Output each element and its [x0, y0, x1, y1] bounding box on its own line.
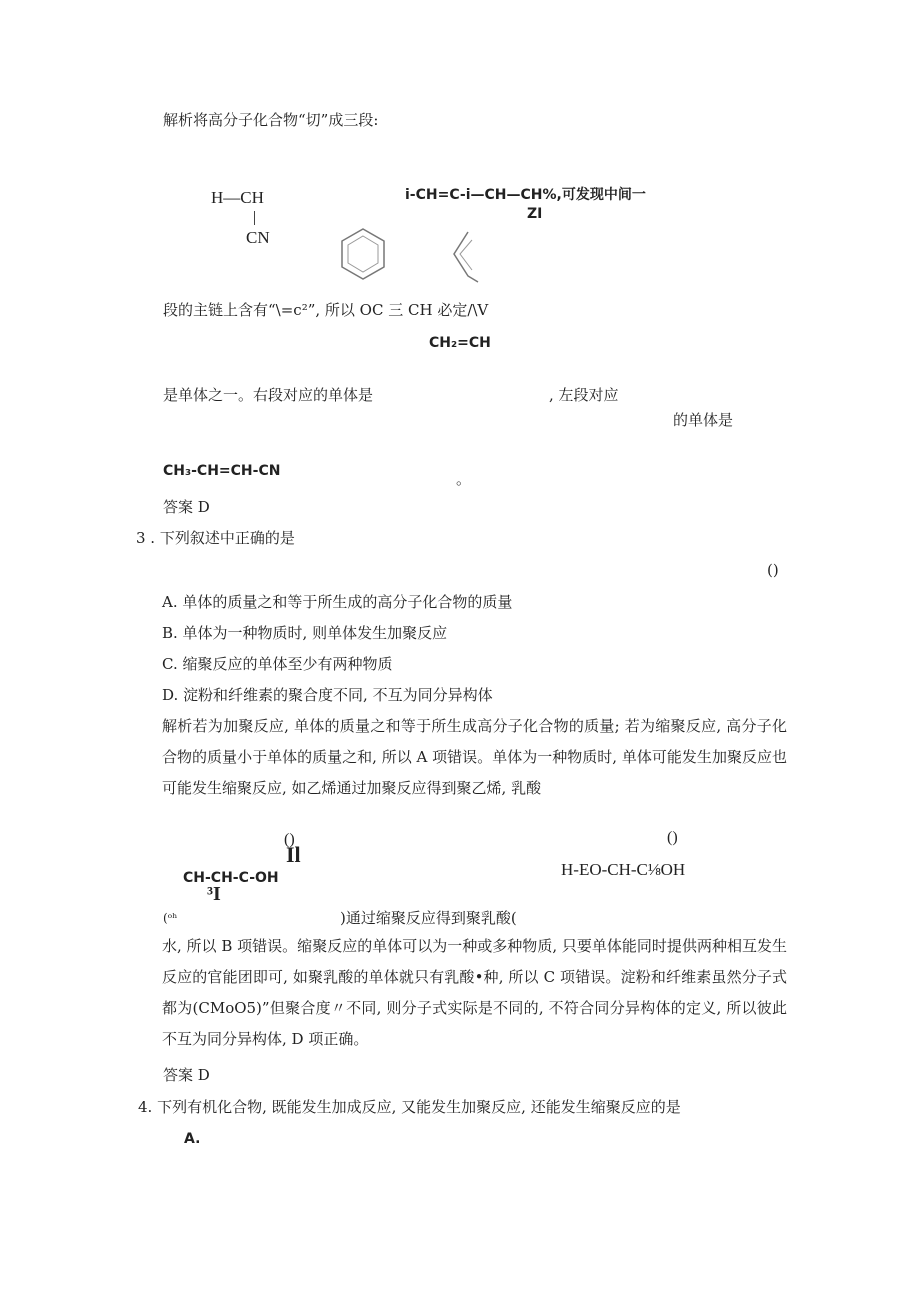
- lactic-acid-formula: CH-CH-C-OH: [183, 870, 279, 886]
- formula-zi: ZI: [527, 206, 543, 222]
- monomer-text-c: 的单体是: [673, 411, 734, 429]
- polylactic-formula: H-EO-CH-C⅛OH: [561, 860, 686, 879]
- monomer-formula: CH₃-CH=CH-CN: [163, 463, 281, 479]
- bond-line: [254, 211, 255, 225]
- main-chain-line: 段的主链上含有“\=c²”, 所以 OC 三 CH 必定/\V: [163, 301, 489, 319]
- answer-2: 答案 D: [163, 498, 210, 516]
- middle-formula: i-CH=C-i—CH—CH%,可发现中间一: [405, 187, 646, 203]
- monomer-text-b: , 左段对应: [549, 386, 619, 404]
- benzene-ring-icon: [338, 226, 388, 284]
- condensation-text: )通过缩聚反应得到聚乳酸(: [340, 909, 517, 927]
- explanation-3-part1: 解析若为加聚反应, 单体的质量之和等于所生成高分子化合物的质量; 若为缩聚反应, 高分子化合物的质量小于单体的质量之和, 所以 A 项错误。单体为一种物质时, 单体可能发生加聚反应也可能发生缩聚反应, 如乙烯通过加聚反应得到聚乙烯, 乳酸: [162, 717, 787, 797]
- monomer-text-a: 是单体之一。右段对应的单体是: [163, 386, 374, 404]
- lactic-double-bond: Il: [286, 842, 301, 867]
- lactic-methyl: ³I: [207, 883, 221, 905]
- poly-o: (): [667, 829, 678, 846]
- question-3-paren: (): [767, 561, 779, 579]
- option-c: C. 缩聚反应的单体至少有两种物质: [162, 655, 393, 673]
- monomer-ch2-ch: CH₂=CH: [429, 335, 491, 351]
- question-4-option-a: A.: [184, 1131, 201, 1147]
- partial-ring-icon: [450, 228, 480, 284]
- left-structure-cn: CN: [246, 228, 270, 247]
- oh-fragment: (ᵒʰ: [163, 911, 178, 925]
- option-d: D. 淀粉和纤维素的聚合度不同, 不互为同分异构体: [162, 686, 493, 704]
- explanation-3-part2: 水, 所以 B 项错误。缩聚反应的单体可以为一种或多种物质, 只要单体能同时提供两种相互发生反应的官能团即可, 如聚乳酸的单体就只有乳酸•种, 所以 C 项错误。淀粉和纤维素虽然分子式都为(CMoO5)”但聚合度〃不同, 则分子式实际是不同的, 不符合同分异构体的定义, 所以彼此不互为同分异构体, D 项正确。: [162, 937, 787, 1048]
- answer-3: 答案 D: [163, 1066, 210, 1084]
- option-b: B. 单体为一种物质时, 则单体发生加聚反应: [162, 624, 448, 642]
- period-mark: 。: [456, 470, 472, 488]
- question-3-stem: 3 . 下列叙述中正确的是: [136, 529, 295, 547]
- explanation-intro: 解析将高分子化合物“切”成三段:: [163, 111, 379, 129]
- option-a: A. 单体的质量之和等于所生成的高分子化合物的质量: [162, 593, 513, 611]
- left-structure-h-ch: H—CH: [211, 188, 264, 207]
- question-4-stem: 4. 下列有机化合物, 既能发生加成反应, 又能发生加聚反应, 还能发生缩聚反应的是: [138, 1098, 681, 1116]
- lactic-o: (): [284, 831, 295, 848]
